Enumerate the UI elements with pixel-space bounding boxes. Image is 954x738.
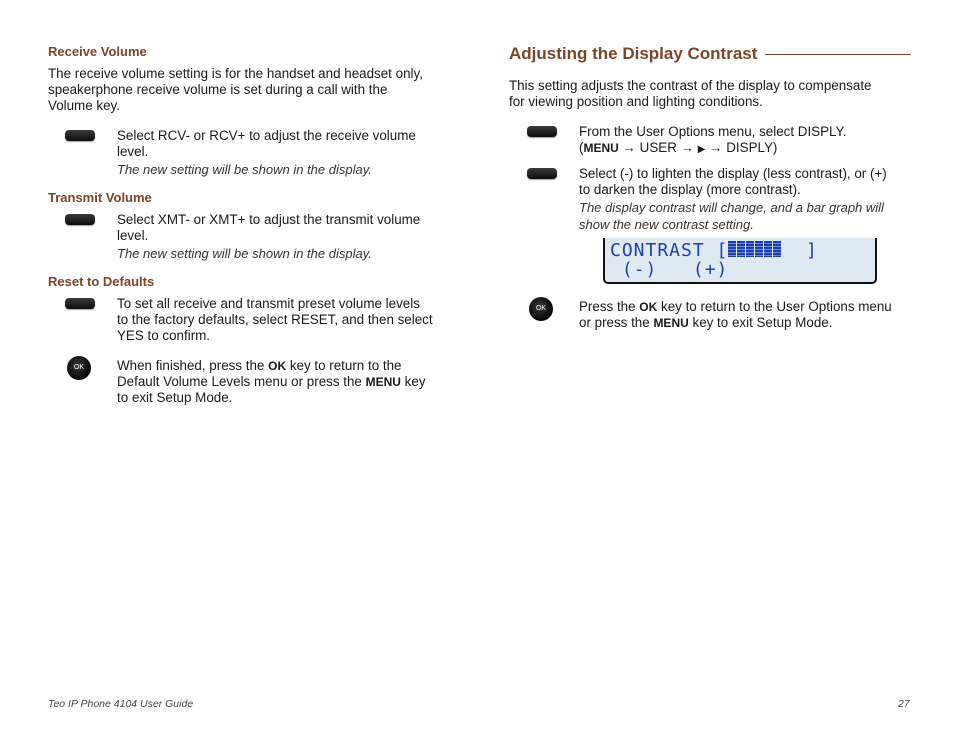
lcd-line-1: CONTRAST [ ] [610, 240, 818, 261]
note-line: show the new contrast setting. [579, 217, 754, 232]
right-triangle-icon: ▶ [697, 144, 706, 155]
contrast-bar-segment [746, 241, 754, 257]
receive-note: The new setting will be shown in the display. [117, 162, 372, 177]
step-line: to the factory defaults, select RESET, and then select [117, 312, 433, 327]
softkey-icon [527, 126, 557, 137]
reset-step [117, 296, 462, 344]
step-line: level. [117, 228, 149, 243]
footer-page-number: 27 [898, 698, 910, 710]
menu-keyword: MENU [583, 141, 619, 155]
finish-line-3: to exit Setup Mode. [117, 390, 233, 405]
finish-line-1: When finished, press the OK key to return to the [117, 358, 402, 373]
heading-rule [765, 54, 911, 55]
step-line: From the User Options menu, select DISPLY. [579, 124, 847, 139]
step3-line-1: Press the OK key to return to the User Options menu [579, 299, 892, 314]
step-line: To set all receive and transmit preset volume levels [117, 296, 420, 311]
transmit-note: The new setting will be shown in the display. [117, 246, 372, 261]
ok-key-icon: OK [529, 297, 553, 321]
receive-step [117, 128, 457, 160]
softkey-icon [65, 214, 95, 225]
step-line: Select (-) to lighten the display (less contrast), or (+) [579, 166, 887, 181]
intro-line: Volume key. [48, 98, 120, 113]
ok-key-icon: OK [67, 356, 91, 380]
step-line: to darken the display (more contrast). [579, 182, 801, 197]
lcd-line-2: (-) (+) [610, 259, 729, 280]
finish-step [117, 358, 462, 406]
contrast-bar-segment [737, 241, 745, 257]
menu-path: (MENU → USER → ▶ → DISPLY) [579, 140, 778, 155]
menu-keyword: MENU [365, 375, 401, 389]
contrast-bar-segment [773, 241, 781, 257]
contrast-intro [509, 78, 919, 110]
lcd-display [603, 238, 877, 284]
softkey-icon [65, 298, 95, 309]
softkey-icon [65, 130, 95, 141]
contrast-step-1 [579, 124, 919, 158]
contrast-bar-graph [728, 241, 782, 262]
menu-keyword: MENU [653, 316, 689, 330]
contrast-bar-segment [755, 241, 763, 257]
step-line: level. [117, 144, 149, 159]
footer-guide-title: Teo IP Phone 4104 User Guide [48, 698, 194, 710]
ok-keyword: OK [639, 300, 658, 314]
reset-defaults-heading: Reset to Defaults [48, 274, 155, 289]
contrast-heading: Adjusting the Display Contrast [509, 44, 758, 63]
intro-line: This setting adjusts the contrast of the display to compensate [509, 78, 872, 93]
step-line: Select XMT- or XMT+ to adjust the transmit volume [117, 212, 421, 227]
contrast-step-3 [579, 299, 924, 331]
note-line: The display contrast will change, and a bar graph will [579, 200, 884, 215]
ok-keyword: OK [268, 359, 287, 373]
contrast-note [579, 199, 919, 233]
softkey-icon [527, 168, 557, 179]
intro-line: speakerphone receive volume is set during a call with the [48, 82, 388, 97]
finish-line-2: Default Volume Levels menu or press the MENU key [117, 374, 426, 389]
contrast-bar-segment [764, 241, 772, 257]
contrast-bar-segment [728, 241, 736, 257]
transmit-step [117, 212, 457, 244]
step-line: YES to confirm. [117, 328, 211, 343]
contrast-step-2 [579, 166, 919, 198]
intro-line: The receive volume setting is for the handset and headset only, [48, 66, 423, 81]
transmit-volume-heading: Transmit Volume [48, 190, 152, 205]
step-line: Select RCV- or RCV+ to adjust the receive volume [117, 128, 416, 143]
receive-volume-intro [48, 66, 458, 114]
receive-volume-heading: Receive Volume [48, 44, 147, 59]
intro-line: for viewing position and lighting conditions. [509, 94, 763, 109]
step3-line-2: or press the MENU key to exit Setup Mode. [579, 315, 833, 330]
